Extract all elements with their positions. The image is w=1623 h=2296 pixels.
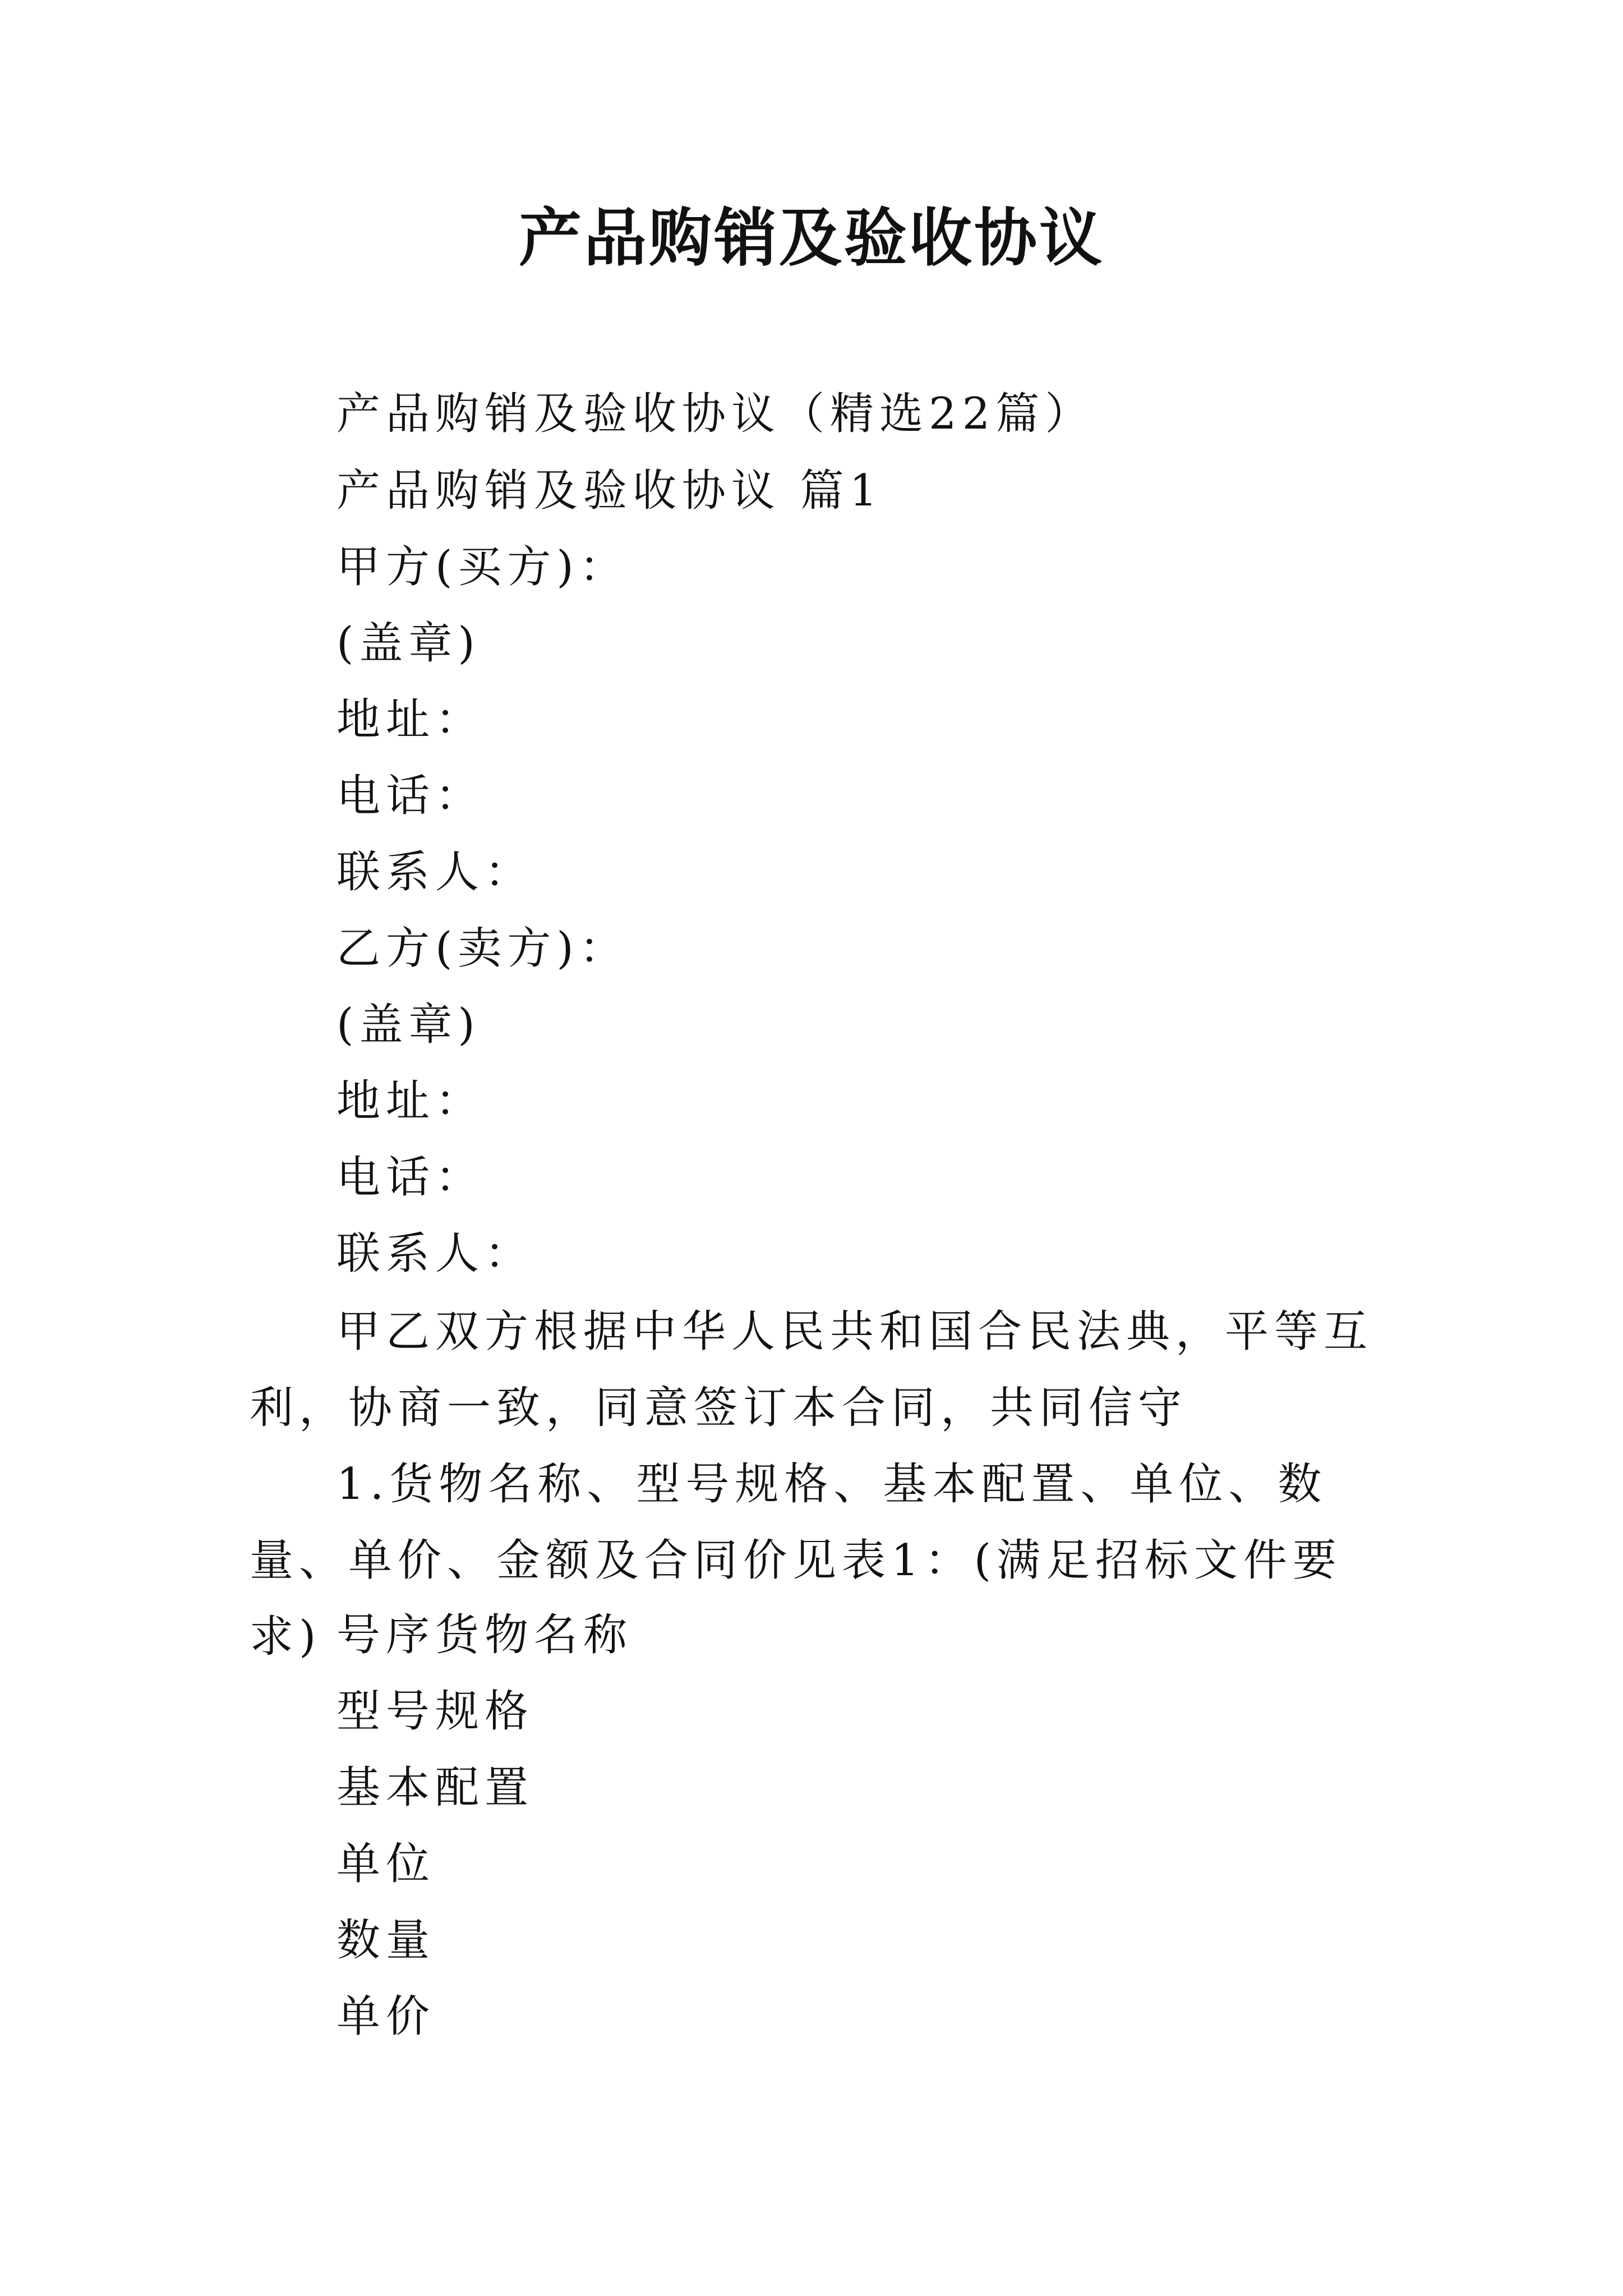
table-header-item-name: 号序货物名称 — [336, 1610, 633, 1660]
table-header-unit-price: 单价 — [336, 1991, 436, 2042]
party-a-address: 地址： — [336, 694, 485, 745]
table-header-unit: 单位 — [336, 1839, 436, 1889]
party-a-seal: (盖章) — [336, 618, 481, 669]
party-b-contact: 联系人： — [336, 1228, 534, 1279]
party-a-contact: 联系人： — [336, 847, 534, 898]
table-header-quantity: 数量 — [336, 1915, 436, 1966]
table-header-configuration: 基本配置 — [336, 1763, 534, 1813]
table-header-model: 型号规格 — [336, 1686, 534, 1737]
document-title: 产品购销及验收协议 — [519, 201, 1104, 275]
section-heading: 产品购销及验收协议 篇1 — [336, 466, 883, 516]
subtitle-line: 产品购销及验收协议（精选22篇） — [336, 389, 1095, 439]
party-a-phone: 电话： — [336, 771, 485, 821]
party-a-label: 甲方(买方)： — [336, 542, 629, 592]
party-b-address: 地址： — [336, 1076, 485, 1126]
party-b-label: 乙方(卖方)： — [336, 923, 629, 974]
party-b-seal: (盖章) — [336, 1000, 481, 1050]
agreement-paragraph: 甲乙双方根据中华人民共和国合民法典，平等互利，协商一致，同意签订本合同，共同信守 — [250, 1306, 1373, 1433]
goods-paragraph: 1.货物名称、型号规格、基本配置、单位、数量、单价、金额及合同价见表1：(满足招标文件要求) — [250, 1459, 1343, 1662]
party-b-phone: 电话： — [336, 1152, 485, 1203]
